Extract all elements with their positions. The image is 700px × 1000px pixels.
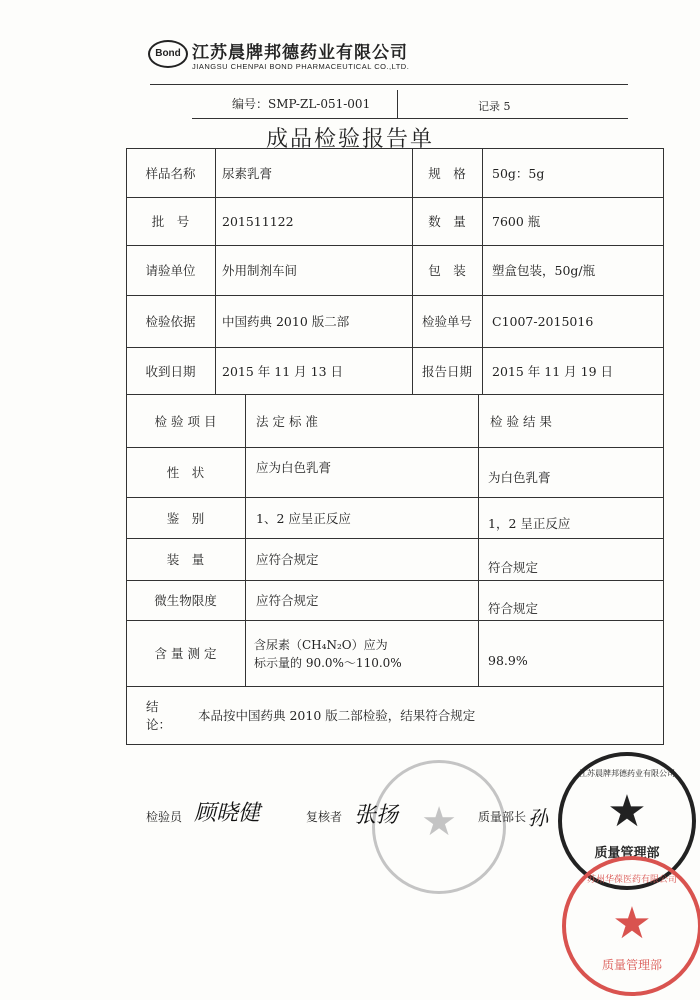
test-result: 符合规定: [488, 560, 539, 575]
package-label: 包 装: [428, 263, 466, 278]
results-header-standard: 法 定 标 准: [256, 413, 318, 429]
reviewer-signature: 张扬: [354, 803, 399, 828]
test-item: 性 状: [166, 465, 205, 480]
qa-head-signature: 孙: [528, 806, 548, 830]
results-header-item: 检 验 项 目: [154, 413, 217, 429]
grid-line: [215, 148, 216, 394]
code-box-bottom-rule: [192, 118, 628, 119]
package-value: 塑盒包装，50g/瓶: [492, 263, 596, 278]
red-quality-stamp: [562, 856, 700, 996]
requester-label: 请验单位: [145, 263, 196, 278]
assay-standard-line2: 标示量的 90.0%～110.0%: [254, 656, 402, 670]
header-rule: [150, 84, 628, 85]
inspector-label: 检验员: [146, 810, 183, 824]
stamp-department-text: 质量管理部: [594, 846, 660, 861]
results-header-result: 检 验 结 果: [490, 413, 552, 429]
assay-standard: [254, 636, 476, 672]
report-date-value: 2015 年 11 月 19 日: [492, 363, 613, 379]
test-item: 含 量 测 定: [154, 646, 217, 661]
test-standard: 应符合规定: [256, 593, 319, 608]
sheet-number-value: C1007-2015016: [492, 313, 594, 329]
star-icon: ★: [421, 799, 457, 845]
code-divider: [397, 90, 398, 118]
stamp-red-department-text: 质量管理部: [601, 958, 662, 972]
test-result: 1，2 呈正反应: [488, 515, 571, 531]
grid-line: [245, 394, 246, 686]
document-code: 编号：SMP-ZL-051-001: [232, 97, 371, 111]
assay-standard-line1: 含尿素（CH₄N₂O）应为: [254, 638, 388, 652]
conclusion-text: 本品按中国药典 2010 版二部检验，结果符合规定: [198, 708, 476, 723]
test-item: 鉴 别: [166, 510, 205, 526]
requester-value: 外用制剂车间: [222, 263, 298, 278]
bond-logo-mark: Bond: [148, 40, 188, 68]
quantity-label: 数 量: [428, 214, 466, 229]
test-item: 装 量: [166, 552, 205, 567]
qa-head-label: 质量部长: [478, 810, 527, 824]
sample-name-value: 尿素乳膏: [222, 165, 273, 181]
record-number: 记录 5: [478, 100, 511, 113]
spec-value: 50g：5g: [492, 165, 545, 181]
conclusion-label: 结 论：: [146, 699, 172, 732]
grid-line: [482, 148, 483, 394]
report-date-label: 报告日期: [421, 363, 472, 379]
test-item: 微生物限度: [154, 593, 217, 608]
document-code-box: [192, 88, 628, 118]
company-name-cn: 江苏晨牌邦德药业有限公司: [192, 43, 408, 63]
batch-value: 201511122: [222, 213, 294, 229]
received-date-label: 收到日期: [145, 363, 196, 379]
test-result: 符合规定: [488, 601, 539, 616]
basis-label: 检验依据: [145, 314, 196, 329]
inspector-signature: 顾晓健: [194, 801, 261, 826]
sheet-number-label: 检验单号: [421, 314, 472, 329]
company-name-en: JIANGSU CHENPAI BOND PHARMACEUTICAL CO.,LTD.: [192, 62, 410, 71]
star-icon: ★: [607, 786, 647, 837]
reviewer-label: 复核者: [306, 810, 343, 824]
grid-line: [478, 394, 479, 686]
received-date-value: 2015 年 11 月 13 日: [222, 363, 343, 379]
basis-value: 中国药典 2010 版二部: [222, 314, 350, 329]
sample-name-label: 样品名称: [145, 165, 196, 181]
test-standard: 应符合规定: [256, 552, 319, 567]
stamp-company-text: 江苏晨牌邦德药业有限公司: [579, 769, 675, 778]
star-icon: ★: [612, 898, 652, 949]
test-result: 为白色乳膏: [488, 470, 551, 485]
document-title: 成品检验报告单: [265, 127, 434, 152]
test-standard: 应为白色乳膏: [256, 460, 332, 475]
company-logo: [148, 38, 418, 80]
test-standard: 1、2 应呈正反应: [256, 510, 351, 526]
assay-result: 98.9%: [488, 652, 528, 668]
stamp-red-company-text: 苏州华葆医药有限公司: [586, 875, 677, 885]
spec-label: 规 格: [428, 165, 466, 181]
batch-label: 批 号: [151, 214, 190, 229]
quantity-value: 7600 瓶: [492, 214, 541, 229]
